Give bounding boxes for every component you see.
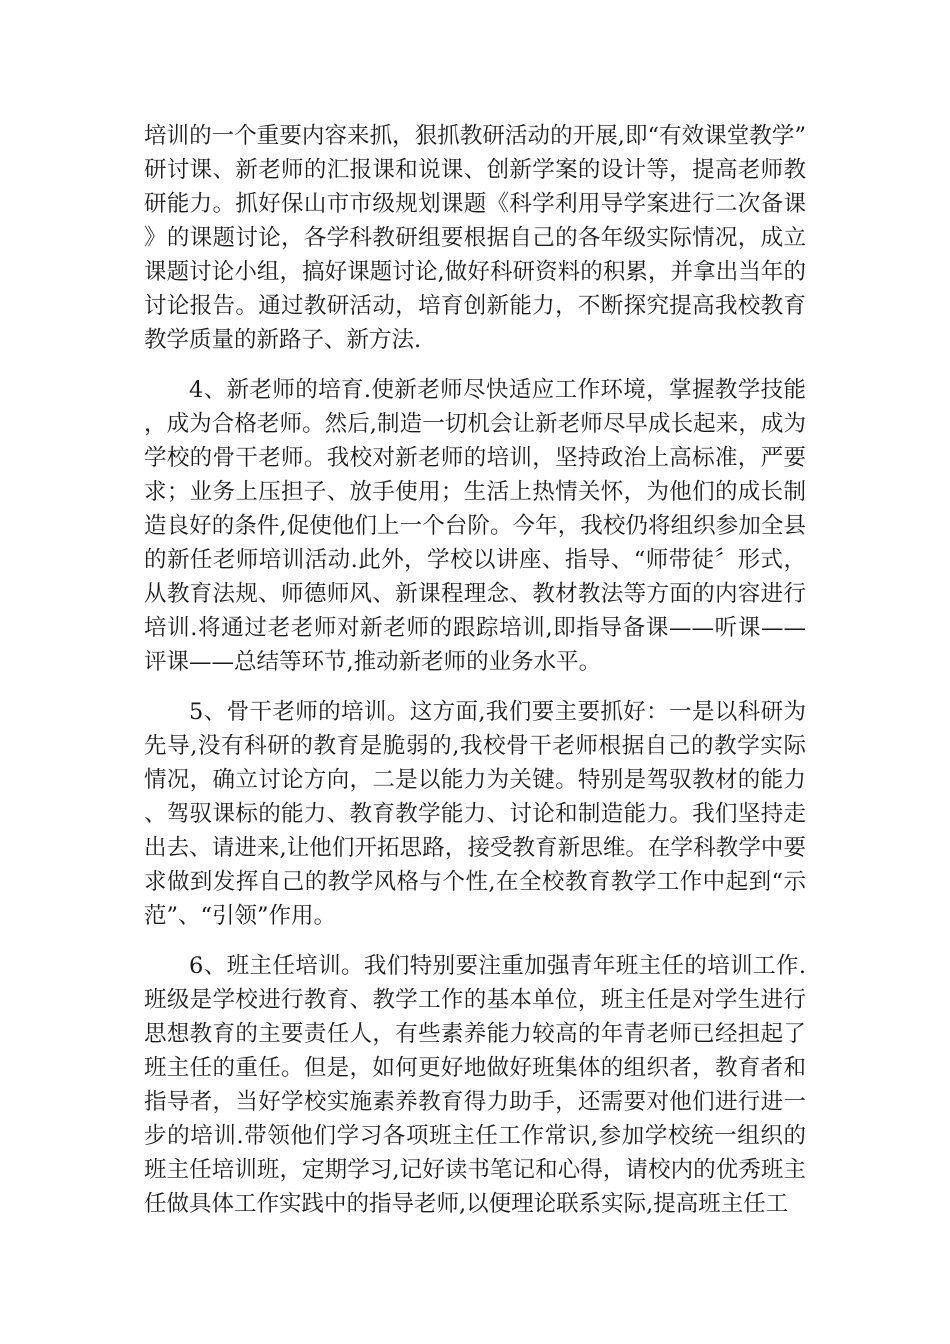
paragraph-backbone-teacher-training: 5、骨干老师的培训。这方面,我们要主要抓好：一是以科研为先导,没有科研的教育是脆弱的,我校骨干老师根据自己的教学实际情况，确立讨论方向，二是以能力为关键。特别是驾驭教材的能力、驾驭课标的能力、教育教学能力、讨论和制造能力。我们坚持走出去、请进来,让他们开拓思路，接受教育新思维。在学科教学中要求做到发挥自己的教学风格与个性,在全校教育教学工作中起到“示范”、“引领”作用。 bbox=[144, 699, 806, 929]
paragraph-continuation: 培训的一个重要内容来抓，狠抓教研活动的开展,即“有效课堂教学”研讨课、新老师的汇报课和说课、创新学案的设计等，提高老师教研能力。抓好保山市市级规划课题《科学利用导学案进行二次备课》的课题讨论，各学科教研组要根据自己的各年级实际情况，成立课题讨论小组，搞好课题讨论,做好科研资料的积累，并拿出当年的讨论报告。通过教研活动，培育创新能力，不断探究提高我校教育教学质量的新路子、新方法. bbox=[144, 123, 806, 353]
paragraph-head-teacher-training: 6、班主任培训。我们特别要注重加强青年班主任的培训工作.班级是学校进行教育、教学工作的基本单位，班主任是对学生进行思想教育的主要责任人，有些素养能力较高的年青老师已经担起了班主任的重任。但是，如何更好地做好班集体的组织者，教育者和指导者，当好学校实施素养教育得力助手，还需要对他们进行进一步的培训.带领他们学习各项班主任工作常识,参加学校统一组织的班主任培训班，定期学习,记好读书笔记和心得，请校内的优秀班主任做具体工作实践中的指导老师,以便理论联系实际,提高班主任工 bbox=[144, 953, 806, 1217]
document-page bbox=[144, 119, 806, 1237]
paragraph-new-teacher-training: 4、新老师的培育.使新老师尽快适应工作环境，掌握教学技能，成为合格老师。然后,制造一切机会让新老师尽早成长起来，成为学校的骨干老师。我校对新老师的培训，坚持政治上高标准，严要求；业务上压担子、放手使用；生活上热情关怀，为他们的成长制造良好的条件,促使他们上一个台阶。今年，我校仍将组织参加全县的新任老师培训活动.此外，学校以讲座、指导、“师带徒〞形式，从教育法规、师德师风、新课程理念、教材教法等方面的内容进行培训.将通过老老师对新老师的跟踪培训,即指导备课——听课——评课——总结等环节,推动新老师的业务水平。 bbox=[144, 377, 806, 675]
